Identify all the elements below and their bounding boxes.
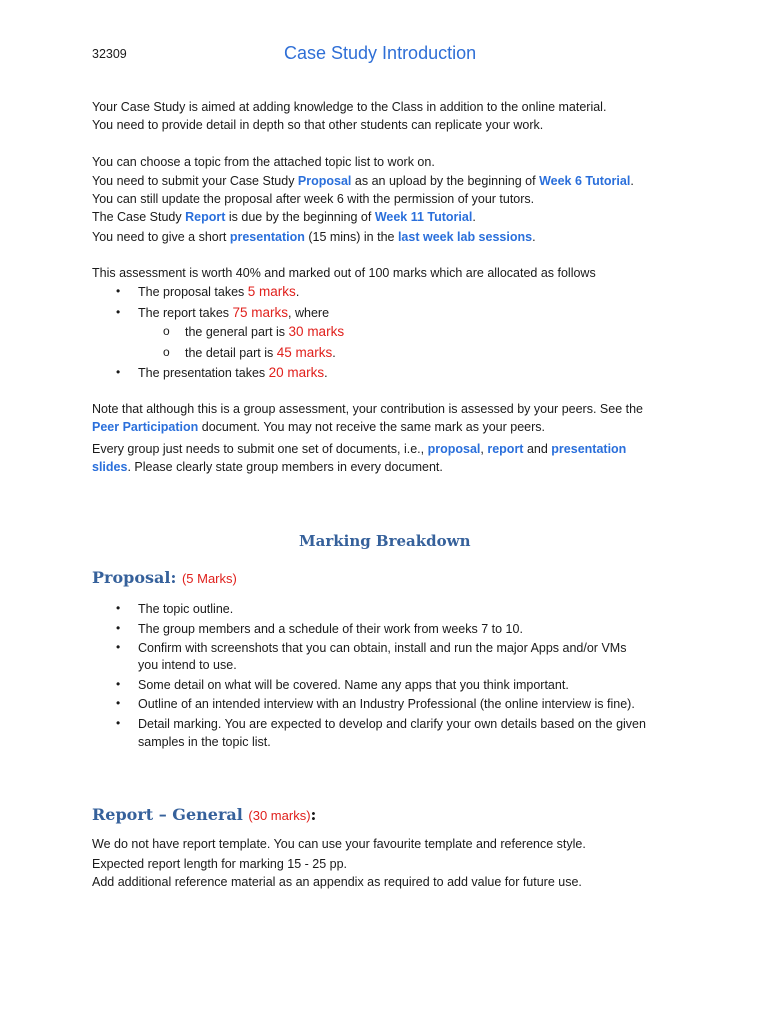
report-marks-item: The report takes 75 marks, where <box>138 305 330 320</box>
bullet-icon: • <box>116 284 121 298</box>
sub-bullet-icon: o <box>163 324 170 338</box>
bullet-icon: • <box>116 601 121 615</box>
detail-part-item: the detail part is 45 marks. <box>185 345 336 360</box>
proposal-item: Outline of an intended interview with an Industry Professional (the online interview is fine). <box>138 697 635 711</box>
week6-keyword: Week 6 Tutorial <box>539 174 631 188</box>
proposal-item-continued: samples in the topic list. <box>138 735 271 749</box>
course-code: 32309 <box>92 47 127 61</box>
proposal-item: Some detail on what will be covered. Name any apps that you think important. <box>138 678 569 692</box>
note-line-2: Peer Participation document. You may not receive the same mark as your peers. <box>92 420 546 434</box>
assessment-lead: This assessment is worth 40% and marked out of 100 marks which are allocated as follows <box>92 266 596 280</box>
proposal-keyword: Proposal <box>297 174 352 188</box>
presentation-keyword: presentation <box>229 230 305 244</box>
intro-line-3: You can choose a topic from the attached topic list to work on. <box>92 155 435 169</box>
intro-line-6: The Case Study Report is due by the beginning of Week 11 Tutorial. <box>92 210 476 224</box>
bullet-icon: • <box>116 365 121 379</box>
sub-bullet-icon: o <box>163 345 170 359</box>
bullet-icon: • <box>116 640 121 654</box>
intro-line-1: Your Case Study is aimed at adding knowledge to the Class in addition to the online material. <box>92 100 607 114</box>
intro-line-2: You need to provide detail in depth so that other students can replicate your work. <box>92 118 544 132</box>
bullet-icon: • <box>116 621 121 635</box>
bullet-icon: • <box>116 677 121 691</box>
intro-line-7: You need to give a short presentation (15 mins) in the last week lab sessions. <box>92 230 536 244</box>
note-line-3: Every group just needs to submit one set of documents, i.e., proposal, report and presentation <box>92 442 627 456</box>
general-part-item: the general part is 30 marks <box>185 324 345 339</box>
report-general-line-2: Expected report length for marking 15 - 25 pp. <box>92 857 348 871</box>
intro-line-5: You can still update the proposal after week 6 with the permission of your tutors. <box>92 192 535 206</box>
page-title: Case Study Introduction <box>284 43 477 63</box>
peer-participation-link: Peer Participation <box>92 420 199 434</box>
note-line-1: Note that although this is a group assessment, your contribution is assessed by your peers. See the <box>92 402 644 416</box>
week11-keyword: Week 11 Tutorial <box>374 210 473 224</box>
report-general-heading: Report – General (30 marks): <box>92 805 317 824</box>
bullet-icon: • <box>116 716 121 730</box>
proposal-heading: Proposal: (5 Marks) <box>92 568 237 587</box>
proposal-item: Confirm with screenshots that you can obtain, install and run the major Apps and/or VMs <box>138 641 627 655</box>
proposal-item: Detail marking. You are expected to develop and clarify your own details based on the given <box>138 717 646 731</box>
report-general-line-3: Add additional reference material as an appendix as required to add value for future use. <box>92 875 582 889</box>
proposal-item: The topic outline. <box>138 602 234 616</box>
note-line-4: slides. Please clearly state group members in every document. <box>92 460 443 474</box>
intro-line-4: You need to submit your Case Study Proposal as an upload by the beginning of Week 6 Tutorial. <box>92 174 634 188</box>
bullet-icon: • <box>116 696 121 710</box>
proposal-marks-item: The proposal takes 5 marks. <box>138 284 300 299</box>
marking-breakdown-heading: Marking Breakdown <box>299 532 471 550</box>
proposal-item-continued: you intend to use. <box>138 658 237 672</box>
bullet-icon: • <box>116 305 121 319</box>
presentation-marks-item: The presentation takes 20 marks. <box>138 365 328 380</box>
report-general-line-1: We do not have report template. You can use your favourite template and reference style. <box>92 837 586 851</box>
report-keyword: Report <box>185 210 226 224</box>
proposal-item: The group members and a schedule of their work from weeks 7 to 10. <box>138 622 523 636</box>
lab-sessions-keyword: last week lab sessions <box>397 230 533 244</box>
